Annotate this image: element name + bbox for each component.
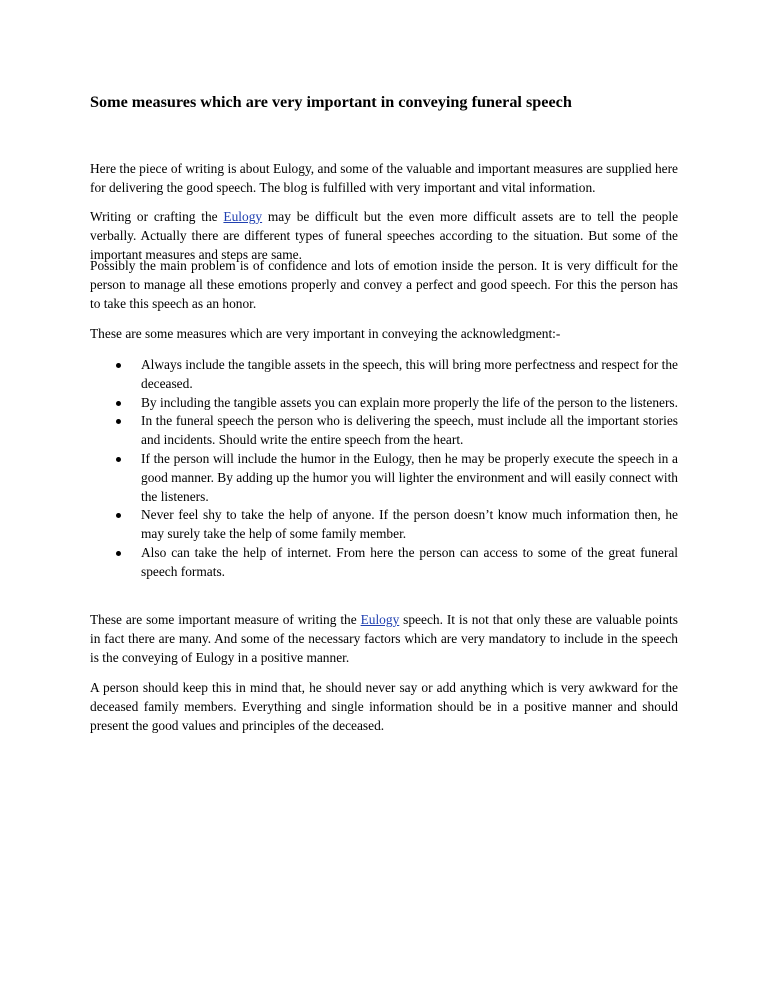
list-item [90,544,678,582]
list-item [90,450,678,506]
bullet-icon [116,363,121,368]
summary-paragraph-text-after: speech. It is not that only these are valuable points in fact there are many. And some of the necessary factors which are very mandatory to include in the speech is the conveying of Eulogy in a positive manner. [90,612,678,665]
eulogy-link[interactable]: Eulogy [360,612,400,627]
bullet-icon [116,551,121,556]
writing-paragraph-text-after: may be difficult but the even more difficult assets are to tell the people verbally. Actually there are different types of funeral speeches according to the situation. But some of the important measures and steps are same. [90,209,679,262]
list-item [90,506,678,544]
list-item [90,394,678,413]
list-item-text: By including the tangible assets you can explain more properly the life of the person to the listeners. [141,394,678,410]
measures-intro: These are some measures which are very important in conveying the acknowledgment:- [90,326,561,341]
closing-paragraph: A person should keep this in mind that, he should never say or add anything which is very awkward for the deceased family members. Everything and single information should be in a positive manner and should present the good values and principles of the deceased. [90,680,678,733]
list-item-text: Never feel shy to take the help of anyone. If the person doesn’t know much information then, he may surely take the help of some family member. [141,507,678,542]
bullet-icon [116,419,121,424]
eulogy-link[interactable]: Eulogy [223,209,263,224]
summary-paragraph-text-before: These are some important measure of writing the [90,612,361,627]
list-item-text: Always include the tangible assets in the speech, this will bring more perfectness and respect for the deceased. [141,357,678,391]
writing-paragraph-text-before: Writing or crafting the [90,209,224,224]
writing-paragraph [90,208,678,264]
list-item-text: In the funeral speech the person who is delivering the speech, must include all the important stories and incidents. Should write the entire speech from the heart. [141,413,678,448]
intro-paragraph: Here the piece of writing is about Eulogy, and some of the valuable and important measures are supplied here for delivering the good speech. The blog is fulfilled with very important and vital information. [90,161,678,195]
summary-paragraph [90,611,678,667]
measures-list [90,356,678,582]
bullet-icon [116,457,121,462]
list-item-text: Also can take the help of internet. From here the person can access to some of the great funeral speech formats. [141,544,678,579]
confidence-paragraph: Possibly the main problem is of confidence and lots of emotion inside the person. It is very difficult for the person to manage all these emotions properly and convey a perfect and good speech. For this the person has to take this speech as an honor. [90,258,678,311]
bullet-icon [116,401,121,406]
page-title: Some measures which are very important in conveying funeral speech [90,93,572,111]
list-item-text: If the person will include the humor in the Eulogy, then he may be properly execute the speech in a good manner. By adding up the humor you will lighter the environment and will easily connect with the listeners. [141,450,678,504]
list-item [90,412,678,450]
bullet-icon [116,513,121,518]
list-item [90,356,678,394]
